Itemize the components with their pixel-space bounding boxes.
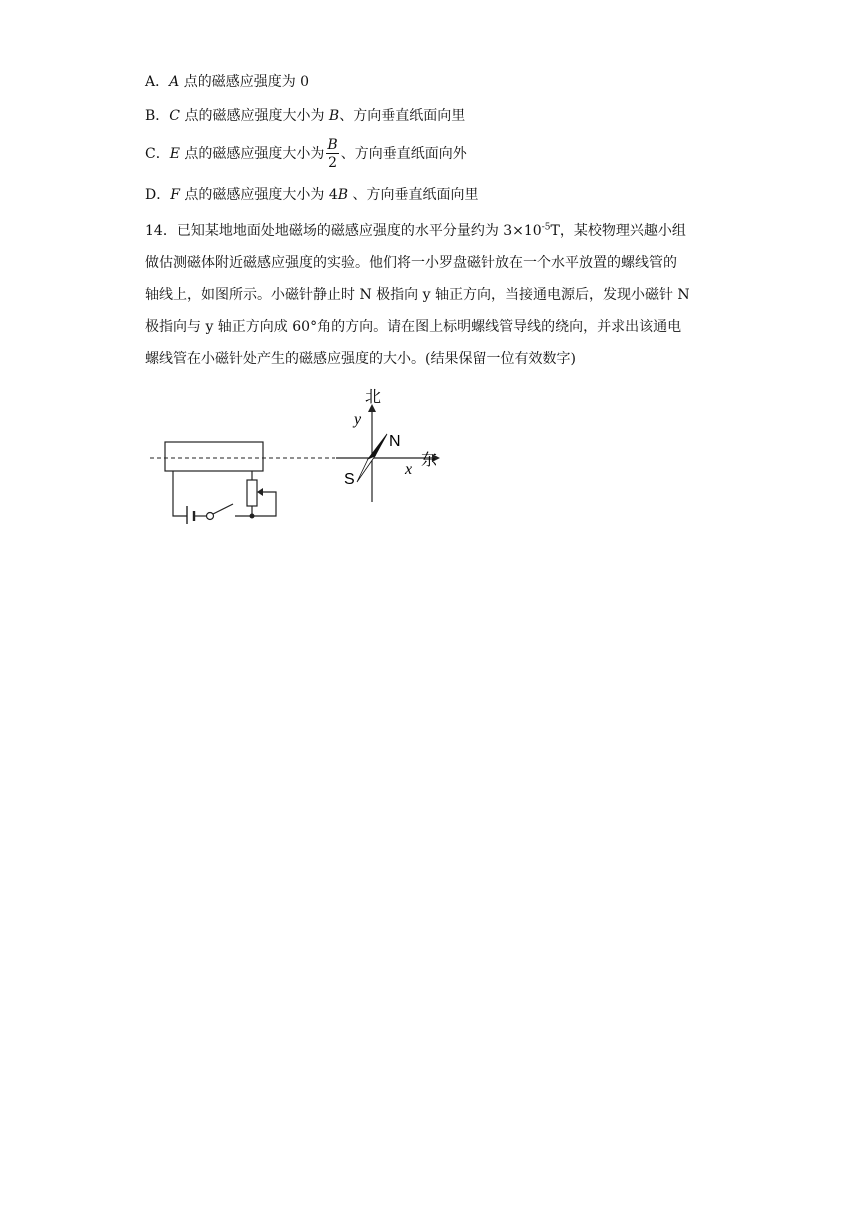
option-c-text1: 点的磁感应强度大小为 <box>179 146 325 162</box>
option-d-var: B <box>337 187 349 203</box>
north-label: 北 <box>365 387 382 406</box>
option-b <box>145 106 465 126</box>
option-c-frac-num: B <box>327 137 338 153</box>
option-c <box>145 136 467 172</box>
solenoid-tube <box>165 442 263 471</box>
option-c-text2: 、方向垂直纸面向外 <box>340 146 467 162</box>
rheostat-body <box>247 480 257 506</box>
option-d-text2: 、方向垂直纸面向里 <box>348 187 479 203</box>
needle-north-half <box>368 434 387 459</box>
option-a-label: A． <box>145 74 170 90</box>
option-a-point: A <box>169 74 180 90</box>
option-d <box>145 185 479 205</box>
s-pole-label: S <box>344 471 355 488</box>
q14-line1-a: 14．已知某地地面处地磁场的磁感应强度的水平分量约为 3×10 <box>145 223 542 239</box>
option-b-label: B． <box>145 108 170 124</box>
option-b-text2: 、方向垂直纸面向里 <box>339 108 466 124</box>
option-c-fraction <box>326 138 338 170</box>
n-pole-label: N <box>389 433 401 450</box>
option-d-coef: 4 <box>328 187 338 203</box>
question-14-line-3: 轴线上，如图所示。小磁针静止时 N 极指向 y 轴正方向，当接通电源后，发现小磁针 N <box>145 287 690 303</box>
option-c-label: C． <box>145 146 170 162</box>
option-b-point: C <box>169 108 181 124</box>
circuit-wire-left <box>173 471 187 516</box>
option-c-point: E <box>169 146 180 162</box>
option-b-var: B <box>328 108 340 124</box>
east-label: 东 <box>421 450 438 469</box>
q14-line1-b: T，某校物理兴趣小组 <box>550 223 686 239</box>
y-axis-label: y <box>354 411 362 428</box>
solenoid-compass-figure <box>140 384 450 524</box>
switch-contact <box>207 513 214 520</box>
q14-line1-exponent: -5 <box>541 222 551 233</box>
rheostat-slider-arrow <box>257 488 263 496</box>
option-c-frac-den: 2 <box>328 155 338 171</box>
switch-lever <box>213 504 233 514</box>
question-14-line-4: 极指向与 y 轴正方向成 60°角的方向。请在图上标明螺线管导线的绕向，并求出该通电 <box>145 319 682 335</box>
option-d-point: F <box>170 187 180 203</box>
option-a-text: 点的磁感应强度为 0 <box>179 74 310 90</box>
option-d-label: D． <box>145 187 171 203</box>
option-d-text1: 点的磁感应强度大小为 <box>179 187 329 203</box>
x-axis-label: x <box>405 461 413 478</box>
option-b-text1: 点的磁感应强度大小为 <box>180 108 329 124</box>
option-a <box>145 72 309 92</box>
question-14-line-2: 做估测磁体附近磁感应强度的实验。他们将一小罗盘磁针放在一个水平放置的螺线管的 <box>145 255 677 271</box>
question-14-line-5: 螺线管在小磁针处产生的磁感应强度的大小。(结果保留一位有效数字) <box>145 351 576 367</box>
question-14-line-1 <box>145 221 686 241</box>
